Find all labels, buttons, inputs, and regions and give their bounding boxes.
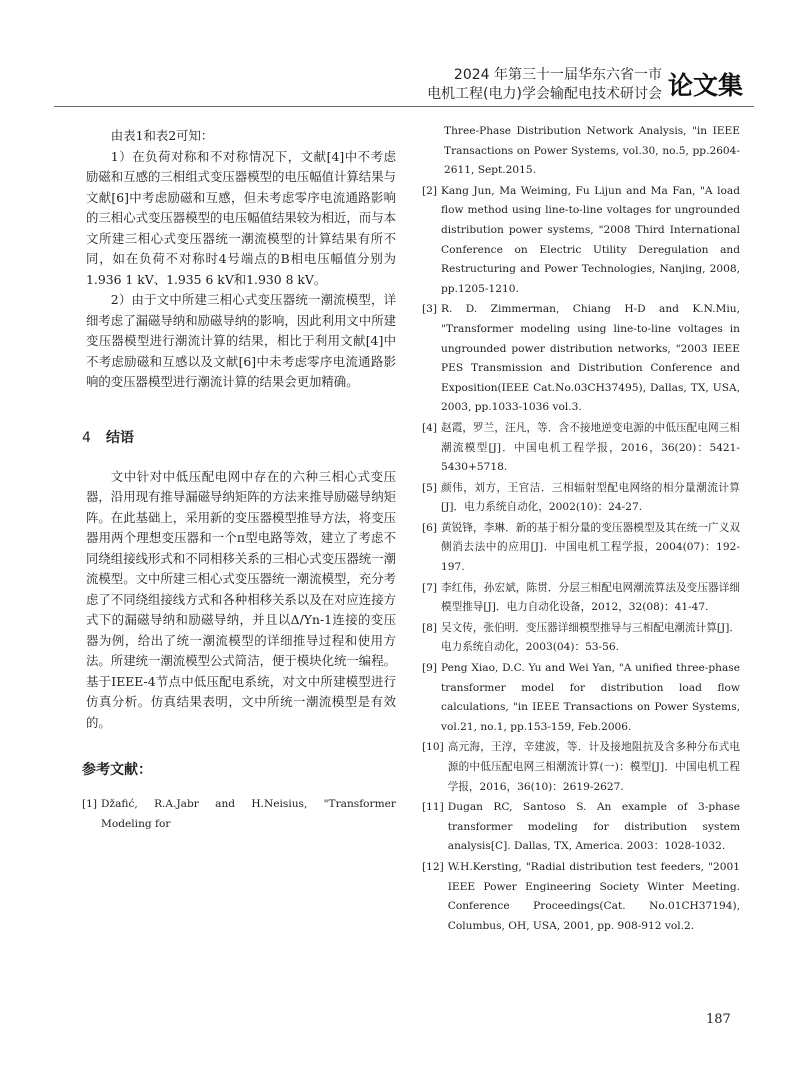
result-paragraph-1: 1）在负荷对称和不对称情况下，文献[4]中不考虑励磁和互感的三相组式变压器模型的电压幅值计算结果与文献[6]中考虑励磁和互感，但未考虑零序电流通路影响的三相心式变压器模型的电压幅值结果较为相近，而与本文所建三相心式变压器统一潮流模型的计算结果有所不同，如在负荷不对称时4号端点的B相电压幅值分别为1.936 1 kV、1.935 6 kV和1.930 8 kV。	[86, 148, 396, 287]
conference-line-2: 电机工程(电力)学会输配电技术研讨会	[427, 86, 662, 102]
reference-text: Džafić, R.A.Jabr and H.Neisius, "Transformer Modeling for	[101, 798, 396, 830]
reference-item	[422, 738, 740, 797]
reference-number: [2]	[422, 184, 438, 197]
reference-text: 高元海，王淳，辛建波，等．计及接地阻抗及含多种分布式电源的中低压配电网三相潮流计算(一)：模型[J]．中国电机工程学报，2016，36(10)：2619-2627.	[447, 741, 740, 793]
reference-number: [9]	[422, 662, 438, 675]
reference-item	[422, 419, 740, 478]
reference-number: [8]	[422, 621, 438, 634]
proceedings-logo: 论文集	[668, 71, 744, 100]
conference-line-1: 2024 年第三十一届华东六省一市	[453, 67, 662, 83]
result-paragraph-2: 2）由于文中所建三相心式变压器统一潮流模型，详细考虑了漏磁导纳和励磁导纳的影响，因此利用文中所建变压器模型进行潮流计算的结果，相比于利用文献[4]中不考虑励磁和互感以及文献[6]中未考虑零序电流通路影响的变压器模型进行潮流计算的结果会更加精确。	[86, 292, 396, 389]
section-number: 4	[82, 429, 91, 446]
references-heading: 参考文献：	[82, 762, 152, 778]
reference-item	[82, 795, 396, 834]
header-divider	[54, 106, 754, 107]
reference-item	[422, 182, 740, 300]
right-column	[422, 122, 740, 937]
reference-text: 黄锐锋，李琳．新的基于相分量的变压器模型及其在统一广义双侧消去法中的应用[J]．中国电机工程学报，2004(07)：192-197.	[441, 521, 740, 574]
reference-text: Kang Jun, Ma Weiming, Fu Lijun and Ma Fan, "A load flow method using line-to-line voltages for ungrounded distribution power systems, "2008 Third International Conference on Electric Utility Deregulation and Restructuring and Power Technologies, Nanjing, 2008, pp.1205-1210.	[441, 184, 740, 295]
conclusion-paragraph: 文中针对中低压配电网中存在的六种三相心式变压器，沿用现有推导漏磁导纳矩阵的方法来推导励磁导纳矩阵。在此基础上，采用新的变压器模型推导方法，将变压器用两个理想变压器和一个π型电路等效，建立了考虑不同绕组接线形式和不同相移关系的三相心式变压器统一潮流模型。文中所建三相心式变压器统一潮流模型，充分考虑了不同绕组接线方式和各种相移关系以及在对应连接方式下的漏磁导纳和励磁导纳，并且以Δ/Yn-1连接的变压器为例，给出了统一潮流模型的详细推导过程和使用方法。所建统一潮流模型公式简洁，便于模块化统一编程。基于IEEE-4节点中低压配电系统，对文中所建模型进行仿真分析。仿真结果表明，文中所统一潮流模型是有效的。	[86, 468, 396, 730]
reference-number: [12]	[422, 860, 444, 873]
reference-text: 颜伟，刘方，王官洁．三相辐射型配电网络的相分量潮流计算[J]．电力系统自动化，2002(10)：24-27.	[441, 481, 740, 514]
section-title: 结语	[106, 429, 134, 446]
reference-number: [6]	[422, 521, 438, 534]
reference-number: [11]	[422, 801, 444, 814]
section-heading-4	[82, 427, 396, 449]
references-list	[422, 182, 740, 937]
reference-number: [3]	[422, 303, 438, 316]
reference-text: R. D. Zimmerman, Chiang H-D and K.N.Miu, "Transformer modeling using line-to-line voltages in ungrounded power distribution networks, "2003 IEEE PES Transmission and Distribution Conference and Exposition(IEEE Cat.No.03CH37495), Dallas, TX, USA, 2003, pp.1033-1036 vol.3.	[441, 303, 740, 414]
reference-text: 吴文传，张伯明．变压器详细模型推导与三相配电潮流计算[J]．电力系统自动化，2003(04)：53-56.	[441, 621, 740, 654]
page-number: 187	[706, 1012, 731, 1027]
reference-number: [1]	[82, 798, 98, 810]
reference-text: 赵霞，罗兰，汪凡，等．含不接地逆变电源的中低压配电网三相潮流模型[J]．中国电机工程学报，2016，36(20)：5421-5430+5718.	[441, 421, 740, 474]
page-header	[0, 0, 800, 110]
reference-item	[422, 619, 740, 658]
reference-item	[422, 798, 740, 857]
reference-item	[422, 300, 740, 418]
reference-item	[422, 519, 740, 578]
reference-text: Dugan RC, Santoso S. An example of 3-phase transformer modeling for distribution system analysis[C]. Dallas, TX, America. 2003：1028-1032.	[447, 801, 740, 853]
reference-item	[422, 858, 740, 936]
reference-text: Peng Xiao, D.C. Yu and Wei Yan, "A unified three-phase transformer model for distribution load flow calculations, "in IEEE Transactions on Power Systems, vol.21, no.1, pp.153-159, Feb.2006.	[441, 662, 740, 733]
left-column	[82, 122, 396, 835]
intro-paragraph: 由表1和表2可知：	[110, 128, 214, 143]
reference-number: [4]	[422, 421, 438, 434]
reference-text: W.H.Kersting, "Radial distribution test feeders, "2001 IEEE Power Engineering Society Winter Meeting. Conference Proceedings(Cat. No.01CH37194), Columbus, OH, USA, 2001, pp. 908-912 vol.2.	[447, 860, 740, 932]
reference-continuation: Three-Phase Distribution Network Analysis, "in IEEE Transactions on Power Systems, vol.30, no.5, pp.2604-2611, Sept.2015.	[444, 125, 740, 177]
reference-item	[422, 659, 740, 737]
reference-item	[422, 479, 740, 518]
reference-number: [7]	[422, 581, 438, 594]
conference-name	[427, 66, 662, 104]
reference-number: [5]	[422, 481, 438, 494]
reference-text: 李红伟，孙宏斌，陈贯．分层三相配电网潮流算法及变压器详细模型推导[J]．电力自动化设备，2012，32(08)：41-47.	[441, 581, 740, 614]
reference-number: [10]	[422, 741, 444, 754]
reference-item	[422, 579, 740, 618]
